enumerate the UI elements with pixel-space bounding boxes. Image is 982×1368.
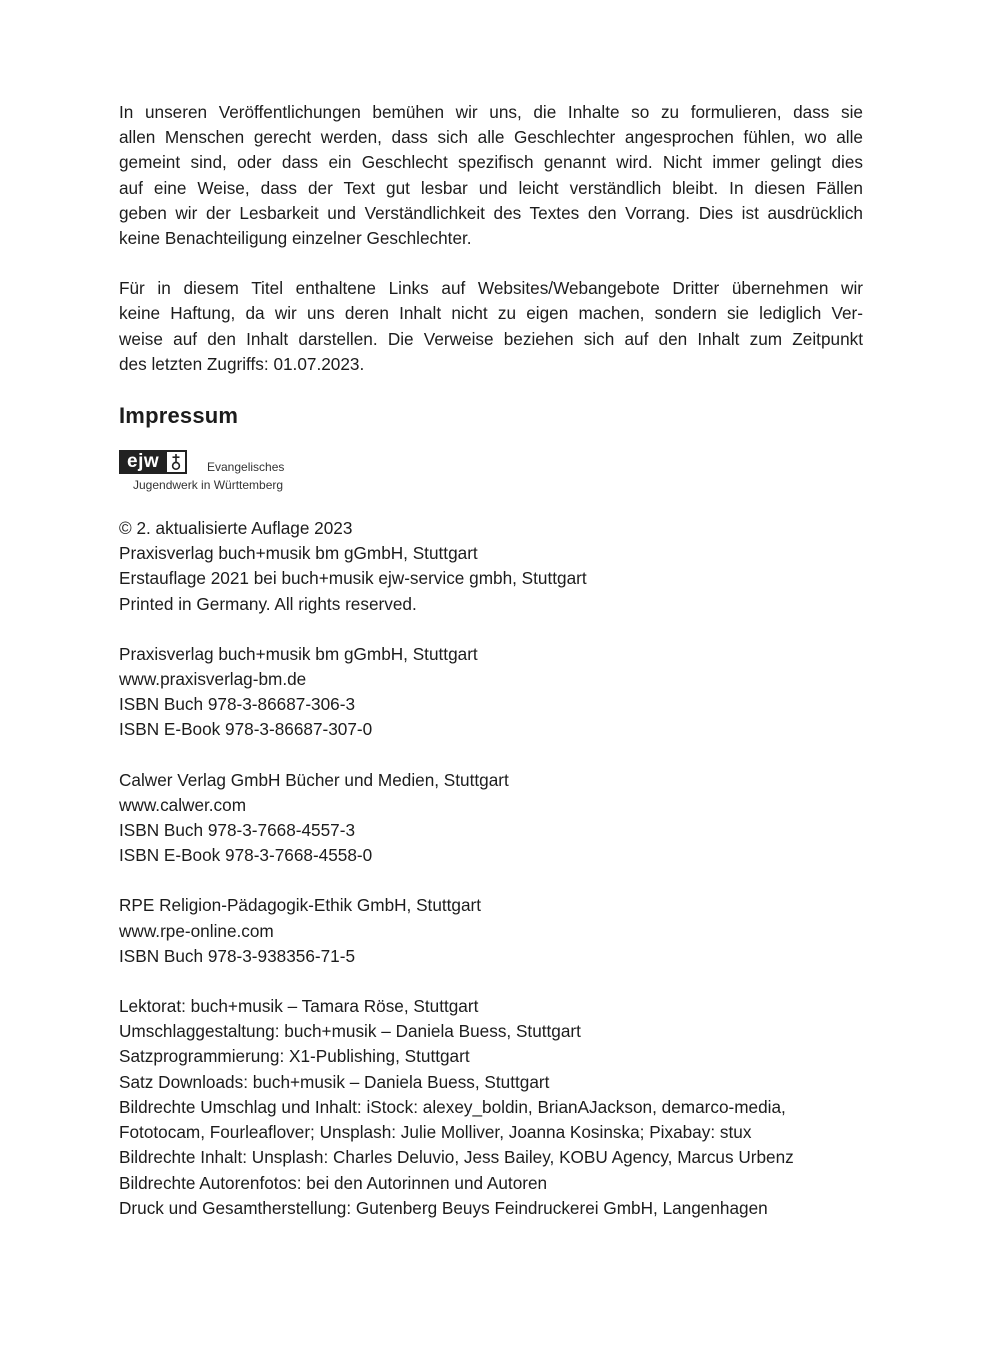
publisher-praxisverlag-block [119, 642, 863, 743]
isbn-book: ISBN Buch 978-3-86687-306-3 [119, 694, 356, 715]
paragraph-line: Für in diesem Titel enthaltene Links auf Websites/Webangebote Dritter übernehmen wir [119, 278, 863, 299]
cross-symbol-icon [170, 453, 182, 471]
credit-line: Fototocam, Fourleaflover; Unsplash: Julie Molliver, Joanna Kosinska; Pixabay: stux [119, 1122, 752, 1143]
ejw-logo-line1: Evangelisches [207, 460, 285, 475]
imprint-page [119, 100, 863, 1221]
impressum-heading: Impressum [119, 403, 239, 429]
ejw-logo-line2: Jugendwerk in Württemberg [133, 478, 284, 493]
ejw-logo-text: ejw [119, 450, 167, 474]
edition-line: © 2. aktualisierte Auflage 2023 [119, 518, 353, 539]
isbn-book: ISBN Buch 978-3-938356-71-5 [119, 945, 356, 966]
paragraph-line: weise auf den Inhalt darstellen. Die Verweise beziehen sich auf den Inhalt zum Zeitpunkt [119, 328, 863, 349]
paragraph-line: keine Benachteiligung einzelner Geschlechter. [119, 228, 472, 249]
credit-line: Bildrechte Inhalt: Unsplash: Charles Deluvio, Jess Bailey, KOBU Agency, Marcus Urbenz [119, 1147, 794, 1168]
credit-line: Umschlaggestaltung: buch+musik – Daniela Buess, Stuttgart [119, 1021, 581, 1042]
links-disclaimer-paragraph [119, 276, 863, 377]
paragraph-line: keine Haftung, da wir uns deren Inhalt nicht zu eigen machen, sondern sie lediglich Ver- [119, 303, 863, 324]
publisher-rpe-block [119, 893, 863, 969]
credit-line: Druck und Gesamtherstellung: Gutenberg Beuys Feindruckerei GmbH, Langenhagen [119, 1197, 768, 1218]
credit-line: Bildrechte Umschlag und Inhalt: iStock: alexey_boldin, BrianAJackson, demarco-media, [119, 1096, 786, 1117]
credit-line: Satzprogrammierung: X1-Publishing, Stuttgart [119, 1046, 470, 1067]
edition-line: Praxisverlag buch+musik bm gGmbH, Stuttgart [119, 543, 478, 564]
credit-line: Lektorat: buch+musik – Tamara Röse, Stuttgart [119, 996, 479, 1017]
publisher-url: www.calwer.com [119, 794, 247, 815]
gender-notice-paragraph [119, 100, 863, 251]
paragraph-line: In unseren Veröffentlichungen bemühen wir uns, die Inhalte so zu formulieren, dass sie [119, 102, 863, 122]
credit-line: Satz Downloads: buch+musik – Daniela Buess, Stuttgart [119, 1071, 550, 1092]
paragraph-line: allen Menschen gerecht werden, dass sich alle Geschlechter angesprochen fühlen, wo alle [119, 127, 863, 148]
edition-line: Erstauflage 2021 bei buch+musik ejw-service gmbh, Stuttgart [119, 568, 587, 589]
publisher-url: www.praxisverlag-bm.de [119, 669, 307, 690]
publisher-name: Calwer Verlag GmbH Bücher und Medien, Stuttgart [119, 769, 509, 790]
publisher-name: Praxisverlag buch+musik bm gGmbH, Stuttgart [119, 643, 478, 664]
isbn-ebook: ISBN E-Book 978-3-86687-307-0 [119, 719, 373, 740]
edition-line: Printed in Germany. All rights reserved. [119, 593, 417, 614]
ejw-logo [119, 450, 289, 494]
publisher-url: www.rpe-online.com [119, 920, 274, 941]
isbn-book: ISBN Buch 978-3-7668-4557-3 [119, 820, 356, 841]
paragraph-line: geben wir der Lesbarkeit und Verständlichkeit des Textes den Vorrang. Dies ist ausdrücklich [119, 202, 863, 223]
credits-block [119, 994, 863, 1221]
ejw-logo-mark [119, 450, 187, 474]
cross-icon [167, 450, 187, 474]
credit-line: Bildrechte Autorenfotos: bei den Autorinnen und Autoren [119, 1172, 548, 1193]
publisher-calwer-block [119, 768, 863, 869]
isbn-ebook: ISBN E-Book 978-3-7668-4558-0 [119, 845, 373, 866]
paragraph-line: des letzten Zugriffs: 01.07.2023. [119, 353, 365, 374]
paragraph-line: auf eine Weise, dass der Text gut lesbar und leicht verständlich bleibt. In diesen Fällen [119, 177, 863, 198]
paragraph-line: gemeint sind, oder dass ein Geschlecht spezifisch genannt wird. Nicht immer gelingt dies [119, 152, 863, 173]
edition-block [119, 516, 863, 617]
publisher-name: RPE Religion-Pädagogik-Ethik GmbH, Stuttgart [119, 895, 482, 916]
